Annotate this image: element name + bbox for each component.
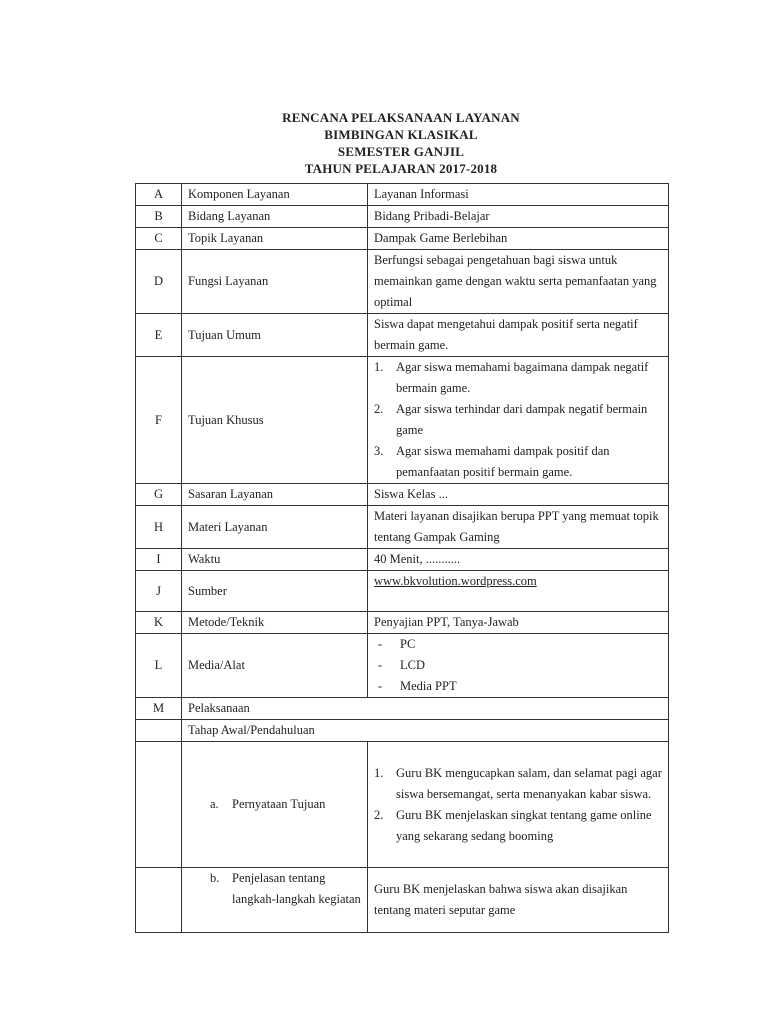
document-title	[0, 109, 768, 177]
list-item	[374, 805, 662, 847]
list-text: Media PPT	[400, 679, 457, 693]
list-text: PC	[400, 637, 416, 651]
empty-cell	[136, 742, 182, 868]
row-label: Waktu	[182, 549, 368, 571]
row-value: Penyajian PPT, Tanya-Jawab	[368, 612, 669, 634]
list-number: 2.	[374, 402, 384, 416]
row-value: Layanan Informasi	[368, 184, 669, 206]
list-number: 2.	[374, 807, 384, 822]
title-line-4: TAHUN PELAJARAN 2017-2018	[304, 161, 498, 176]
table-row	[136, 228, 669, 250]
list-item	[374, 357, 662, 399]
table-row	[136, 250, 669, 314]
row-value	[368, 571, 669, 612]
row-value: Materi layanan disajikan berupa PPT yang memuat topik tentang Gampak Gaming	[368, 506, 669, 549]
list-text: Guru BK mengucapkan salam, dan selamat pagi agar siswa bersemangat, serta menanyakan kabar siswa.	[396, 765, 662, 801]
table-row	[136, 868, 669, 933]
row-value: Siswa Kelas ...	[368, 484, 669, 506]
sub-letter: b.	[210, 871, 220, 885]
row-value	[368, 742, 669, 868]
row-code: M	[136, 698, 182, 720]
row-code: G	[136, 484, 182, 506]
row-label: Media/Alat	[182, 634, 368, 698]
table-row	[136, 698, 669, 720]
row-code: L	[136, 634, 182, 698]
table-row	[136, 206, 669, 228]
row-label: Topik Layanan	[182, 228, 368, 250]
table-row	[136, 506, 669, 549]
sub-item-label	[188, 868, 361, 910]
row-value: Bidang Pribadi-Belajar	[368, 206, 669, 228]
row-value	[368, 634, 669, 698]
row-code: H	[136, 506, 182, 549]
row-label	[182, 868, 368, 933]
table-row	[136, 571, 669, 612]
list-number: 1.	[374, 360, 384, 374]
media-list	[374, 634, 662, 697]
list-bullet: -	[378, 679, 383, 693]
row-code: D	[136, 250, 182, 314]
title-line-1: RENCANA PELAKSANAAN LAYANAN	[282, 110, 520, 125]
table-row	[136, 184, 669, 206]
list-text: LCD	[400, 658, 425, 672]
row-label: Fungsi Layanan	[182, 250, 368, 314]
title-line-3: SEMESTER GANJIL	[337, 144, 465, 159]
row-label: Tujuan Umum	[182, 314, 368, 357]
row-code: F	[136, 357, 182, 484]
sub-item-label	[188, 794, 361, 815]
list-item	[374, 763, 662, 805]
row-label	[182, 742, 368, 868]
list-number: 3.	[374, 444, 384, 458]
row-label: Materi Layanan	[182, 506, 368, 549]
row-code: K	[136, 612, 182, 634]
title-line-2: BIMBINGAN KLASIKAL	[324, 127, 478, 142]
row-value: Berfungsi sebagai pengetahuan bagi siswa untuk memainkan game dengan waktu serta pemanfaatan yang optimal	[368, 250, 669, 314]
row-code: C	[136, 228, 182, 250]
table-row	[136, 357, 669, 484]
list-item	[374, 399, 662, 441]
row-code: B	[136, 206, 182, 228]
rpl-table	[135, 183, 669, 933]
row-value: Dampak Game Berlebihan	[368, 228, 669, 250]
source-link[interactable]: www.bkvolution.wordpress.com	[374, 574, 537, 588]
sub-text: Penjelasan tentang langkah-langkah kegiatan	[232, 871, 361, 906]
row-code: I	[136, 549, 182, 571]
empty-cell	[136, 720, 182, 742]
table-row	[136, 720, 669, 742]
row-label: Sasaran Layanan	[182, 484, 368, 506]
list-item	[374, 676, 662, 697]
list-text: Agar siswa memahami dampak positif dan pemanfaatan positif bermain game.	[396, 444, 610, 479]
list-bullet: -	[378, 658, 383, 672]
row-label: Komponen Layanan	[182, 184, 368, 206]
table-row	[136, 742, 669, 868]
row-value: Guru BK menjelaskan bahwa siswa akan disajikan tentang materi seputar game	[368, 868, 669, 933]
empty-cell	[136, 868, 182, 933]
table-row	[136, 549, 669, 571]
row-label: Sumber	[182, 571, 368, 612]
list-number: 1.	[374, 765, 384, 780]
row-code: E	[136, 314, 182, 357]
sub-letter: a.	[210, 797, 219, 811]
pernyataan-tujuan-list	[374, 763, 662, 847]
tahap-awal-heading: Tahap Awal/Pendahuluan	[182, 720, 669, 742]
row-code: A	[136, 184, 182, 206]
sub-text: Pernyataan Tujuan	[232, 797, 326, 811]
row-value: 40 Menit, ...........	[368, 549, 669, 571]
list-text: Agar siswa memahami bagaimana dampak negatif bermain game.	[396, 360, 649, 395]
table-row	[136, 314, 669, 357]
table-row	[136, 484, 669, 506]
row-value	[368, 357, 669, 484]
list-bullet: -	[378, 637, 383, 651]
list-item	[374, 634, 662, 655]
table-row	[136, 634, 669, 698]
tujuan-khusus-list	[374, 357, 662, 483]
row-value: Siswa dapat mengetahui dampak positif serta negatif bermain game.	[368, 314, 669, 357]
list-text: Guru BK menjelaskan singkat tentang game online yang sekarang sedang booming	[396, 807, 652, 843]
row-label: Tujuan Khusus	[182, 357, 368, 484]
row-label: Metode/Teknik	[182, 612, 368, 634]
row-label: Bidang Layanan	[182, 206, 368, 228]
list-item	[374, 441, 662, 483]
row-code: J	[136, 571, 182, 612]
list-item	[374, 655, 662, 676]
table-row	[136, 612, 669, 634]
list-text: Agar siswa terhindar dari dampak negatif bermain game	[396, 402, 648, 437]
row-label: Pelaksanaan	[182, 698, 669, 720]
